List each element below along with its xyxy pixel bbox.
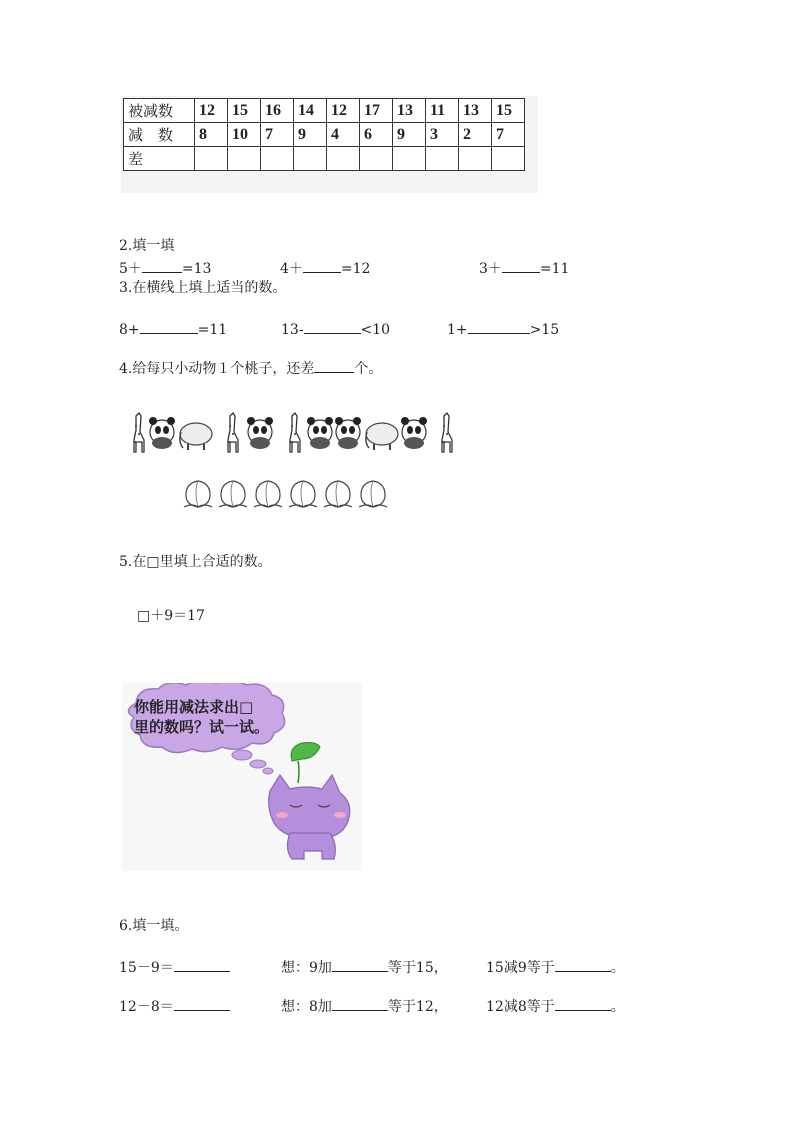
table-cell: 13 [459, 99, 492, 123]
table-cell: 7 [261, 123, 294, 147]
q6-think: 想：9加 [281, 960, 332, 976]
row-header: 差 [124, 147, 195, 171]
q2-item-right: =13 [181, 261, 212, 277]
q6-think-after: 等于12， [387, 999, 448, 1015]
table-cell: 9 [393, 123, 426, 147]
answer-cell[interactable] [492, 147, 525, 171]
subtraction-table [123, 98, 525, 171]
panda-icon [401, 417, 427, 449]
peach-icon [184, 481, 212, 507]
cat-icon [269, 775, 350, 839]
table-cell: 16 [261, 99, 294, 123]
panda-icon [335, 417, 361, 449]
table-row [124, 99, 525, 123]
bubble-line: 你能用减法求出□ [134, 698, 254, 716]
elephant-icon [366, 423, 398, 450]
q3-item [119, 319, 227, 339]
q3-item-right: =11 [197, 322, 228, 338]
answer-blank[interactable] [332, 957, 388, 972]
answer-blank[interactable] [303, 258, 341, 273]
table-cell: 12 [195, 99, 228, 123]
answer-cell[interactable] [228, 147, 261, 171]
row-header: 被减数 [124, 99, 195, 123]
thought-bubble-dot [263, 768, 273, 774]
bubble-text [134, 697, 269, 737]
answer-blank[interactable] [502, 258, 540, 273]
table-cell: 15 [492, 99, 525, 123]
peach-row [180, 475, 392, 511]
q6-title: 6.填一填。 [119, 918, 189, 934]
q2-item-left: 4＋ [280, 261, 303, 277]
q2-item-right: =12 [340, 261, 371, 277]
q6-think-after: 等于15， [387, 960, 448, 976]
q3-item-right: >15 [529, 322, 560, 338]
table-cell: 15 [228, 99, 261, 123]
leaf-icon [291, 743, 320, 762]
q6-sub: 12减8等于 [486, 999, 555, 1015]
row-header: 减 数 [124, 123, 195, 147]
giraffe-icon [228, 413, 238, 452]
q6-equation: 12－8＝ [119, 999, 174, 1015]
q3-item-left: 1+ [447, 322, 468, 338]
q2-item-left: 5＋ [119, 261, 142, 277]
answer-blank[interactable] [174, 957, 230, 972]
table-cell: 6 [360, 123, 393, 147]
q6-end: 。 [610, 960, 625, 976]
table-cell: 2 [459, 123, 492, 147]
answer-cell[interactable] [294, 147, 327, 171]
q4-text-before: 4.给每只小动物１个桃子，还差 [119, 361, 315, 377]
table-cell: 3 [426, 123, 459, 147]
cartoon-image [122, 683, 362, 871]
q4-question [119, 358, 382, 378]
q3-item-right: <10 [360, 322, 391, 338]
q2-item-left: 3＋ [479, 261, 502, 277]
q2-title: 2.填一填 [119, 238, 175, 254]
answer-cell[interactable] [261, 147, 294, 171]
table-cell: 11 [426, 99, 459, 123]
answer-blank[interactable] [174, 996, 230, 1011]
q3-title: 3.在横线上填上适当的数。 [119, 280, 287, 296]
table-cell: 10 [228, 123, 261, 147]
q2-item [119, 258, 211, 278]
panda-icon [149, 417, 175, 449]
q3-item-left: 13- [281, 322, 304, 338]
q4-text-after: 个。 [354, 361, 383, 377]
answer-blank[interactable] [468, 319, 530, 334]
subtraction-table-box [121, 96, 538, 193]
bubble-line: 里的数吗？试一试。 [134, 718, 270, 736]
answer-cell[interactable] [426, 147, 459, 171]
table-cell: 8 [195, 123, 228, 147]
q6-think: 想：8加 [281, 999, 332, 1015]
q6-end: 。 [610, 999, 625, 1015]
answer-cell[interactable] [459, 147, 492, 171]
q5-equation: □＋9＝17 [137, 608, 205, 624]
q3-item [447, 319, 559, 339]
table-cell: 7 [492, 123, 525, 147]
q6-row [486, 996, 625, 1016]
q3-item-left: 8+ [119, 322, 140, 338]
answer-blank[interactable] [314, 358, 354, 373]
answer-cell[interactable] [360, 147, 393, 171]
peach-icon [359, 481, 387, 507]
table-cell: 14 [294, 99, 327, 123]
animal-row [120, 412, 460, 454]
answer-blank[interactable] [140, 319, 198, 334]
q2-item [280, 258, 370, 278]
thought-bubble-dot [250, 760, 266, 768]
answer-blank[interactable] [142, 258, 182, 273]
answer-cell[interactable] [327, 147, 360, 171]
answer-cell[interactable] [195, 147, 228, 171]
thought-bubble-dot [232, 750, 252, 760]
peach-icon [289, 481, 317, 507]
elephant-icon [180, 423, 212, 450]
peach-icon [219, 481, 247, 507]
answer-blank[interactable] [304, 319, 361, 334]
answer-blank[interactable] [555, 996, 611, 1011]
table-cell: 9 [294, 123, 327, 147]
table-cell: 12 [327, 99, 360, 123]
peach-icon [254, 481, 282, 507]
q6-row [281, 957, 448, 977]
q6-row [119, 957, 230, 977]
giraffe-icon [290, 413, 300, 452]
panda-icon [307, 417, 333, 449]
answer-blank[interactable] [555, 957, 611, 972]
table-row [124, 123, 525, 147]
q6-sub: 15减9等于 [486, 960, 555, 976]
q6-row [486, 957, 625, 977]
giraffe-icon [442, 413, 452, 452]
giraffe-icon [134, 413, 144, 452]
table-cell: 17 [360, 99, 393, 123]
answer-cell[interactable] [393, 147, 426, 171]
peach-icon [324, 481, 352, 507]
q3-item [281, 319, 390, 339]
q2-item-right: =11 [539, 261, 570, 277]
panda-icon [247, 417, 273, 449]
q6-row [119, 996, 230, 1016]
q6-equation: 15－9＝ [119, 960, 174, 976]
answer-blank[interactable] [332, 996, 388, 1011]
table-cell: 4 [327, 123, 360, 147]
q6-row [281, 996, 448, 1016]
table-row [124, 147, 525, 171]
table-cell: 13 [393, 99, 426, 123]
q2-item [479, 258, 569, 278]
q5-title: 5.在□里填上合适的数。 [119, 554, 272, 570]
